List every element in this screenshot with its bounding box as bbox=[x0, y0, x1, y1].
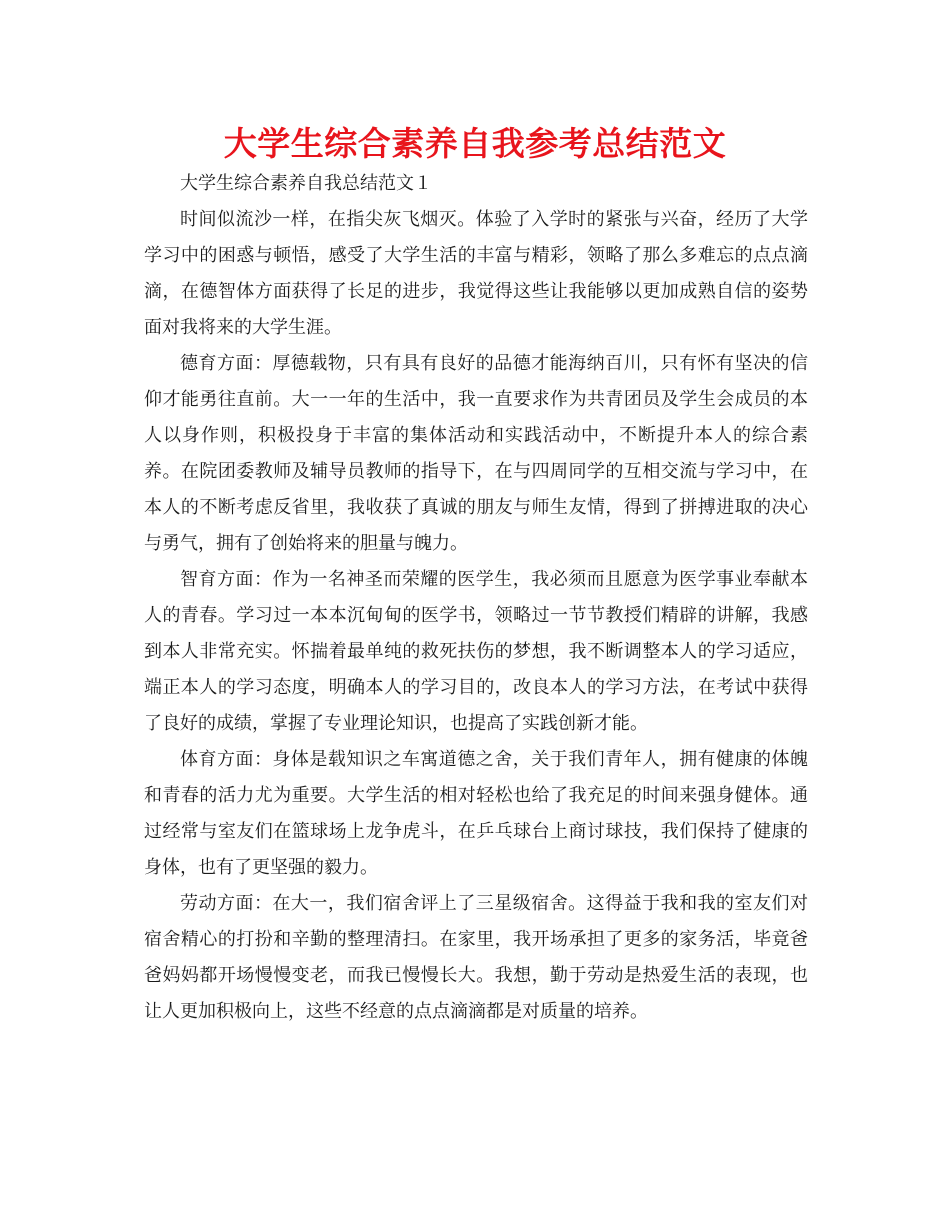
paragraph-physical: 体育方面：身体是载知识之车寓道德之舍，关于我们青年人，拥有健康的体魄和青春的活力尤为重要。大学生活的相对轻松也给了我充足的时间来强身健体。通过经常与室友们在篮球场上龙争虎斗，在乒乓球台上商讨球技，我们保持了健康的身体，也有了更坚强的毅力。 bbox=[144, 749, 808, 878]
paragraph-intro: 时间似流沙一样，在指尖灰飞烟灭。体验了入学时的紧张与兴奋，经历了大学学习中的困惑与顿悟，感受了大学生活的丰富与精彩，领略了那么多难忘的点点滴滴，在德智体方面获得了长足的进步，我觉得这些让我能够以更加成熟自信的姿势面对我将来的大学生涯。 bbox=[144, 209, 808, 338]
paragraph-intellectual: 智育方面：作为一名神圣而荣耀的医学生，我必须而且愿意为医学事业奉献本人的青春。学习过一本本沉甸甸的医学书，领略过一节节教授们精辟的讲解，我感到本人非常充实。怀揣着最单纯的救死扶伤的梦想，我不断调整本人的学习适应，端正本人的学习态度，明确本人的学习目的，改良本人的学习方法，在考试中获得了良好的成绩，掌握了专业理论知识，也提高了实践创新才能。 bbox=[144, 569, 808, 734]
section-subtitle: 大学生综合素养自我总结范文１ bbox=[180, 173, 432, 194]
paragraph-labor: 劳动方面：在大一，我们宿舍评上了三星级宿舍。这得益于我和我的室友们对宿舍精心的打扮和辛勤的整理清扫。在家里，我开场承担了更多的家务活，毕竟爸爸妈妈都开场慢慢变老，而我已慢慢长大。我想，勤于劳动是热爱生活的表现，也让人更加积极向上，这些不经意的点点滴滴都是对质量的培养。 bbox=[144, 893, 808, 1022]
paragraph-moral: 德育方面：厚德载物，只有具有良好的品德才能海纳百川，只有怀有坚决的信仰才能勇往直前。大一一年的生活中，我一直要求作为共青团员及学生会成员的本人以身作则，积极投身于丰富的集体活动和实践活动中，不断提升本人的综合素养。在院团委教师及辅导员教师的指导下，在与四周同学的互相交流与学习中，在本人的不断考虑反省里，我收获了真诚的朋友与师生友情，得到了拼搏进取的决心与勇气，拥有了创始将来的胆量与魄力。 bbox=[144, 353, 808, 554]
document-body bbox=[144, 166, 808, 1030]
document-title: 大学生综合素养自我参考总结范文 bbox=[223, 124, 727, 163]
